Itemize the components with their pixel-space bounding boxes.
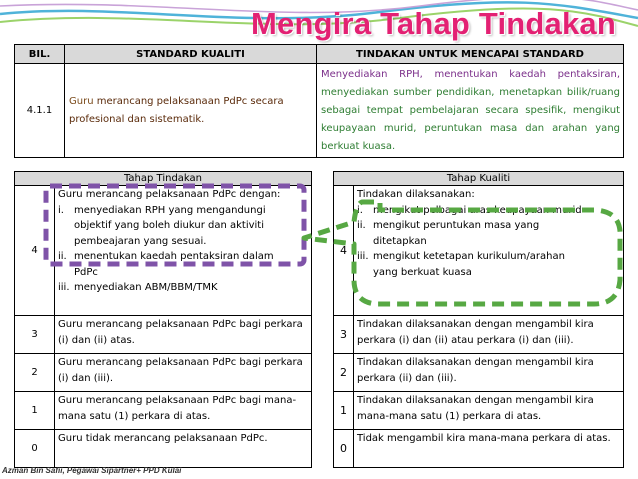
level-description: Tindakan dilaksanakan dengan mengambil kira perkara (i) dan (ii) atau perkara (i) dan (iii). [354, 316, 624, 354]
level-label: 2 [334, 354, 354, 392]
level-description [55, 186, 312, 316]
tindakan-text [317, 64, 624, 158]
standard-table-header [15, 45, 624, 64]
tahap-tindakan-table [14, 171, 312, 468]
table-row [15, 316, 312, 354]
item-text: pembeajaran yang sesuai. [74, 235, 207, 247]
page-title: Mengira Tahap Tindakan [251, 6, 616, 41]
item-number: i. [357, 204, 363, 216]
level-description [354, 186, 624, 316]
table-row [334, 392, 624, 430]
level-label: 1 [15, 392, 55, 430]
level-label: 0 [334, 430, 354, 468]
item-number: ii. [357, 220, 366, 231]
item-text: yang berkuat kuasa [373, 266, 472, 278]
level-label: 4 [15, 186, 55, 316]
table-row [334, 316, 624, 354]
tahap-kualiti-header: Tahap Kualiti [334, 172, 624, 186]
level-description: Tindakan dilaksanakan dengan mengambil kira perkara (ii) dan (iii). [354, 354, 624, 392]
bil-value: 4.1.1 [15, 64, 65, 158]
table-row [15, 392, 312, 430]
header-tindakan: TINDAKAN UNTUK MENCAPAI STANDARD [317, 45, 624, 64]
item-text: mengikut peruntukan masa yang [373, 220, 540, 231]
header-bil: BIL. [15, 45, 65, 64]
level-label: 3 [334, 316, 354, 354]
standard-rest: merancang pelaksanaan PdPc secara profesional dan sistematik. [69, 95, 284, 125]
level-label: 2 [15, 354, 55, 392]
table-row [334, 430, 624, 468]
item-number: ii. [58, 251, 67, 262]
level-description: Guru tidak merancang pelaksanaan PdPc. [55, 430, 312, 468]
table-row [334, 186, 624, 316]
item-text: menyediakan ABM/BBM/TMK [74, 282, 218, 293]
item-text: PdPc [74, 266, 98, 278]
item-text: ditetapkan [373, 235, 427, 247]
header-standard-kualiti: STANDARD KUALITI [65, 45, 317, 64]
table-row [334, 354, 624, 392]
table-row [15, 186, 312, 316]
level-label: 3 [15, 316, 55, 354]
row4-intro: Tindakan dilaksanakan: [357, 189, 475, 200]
table-row [15, 430, 312, 468]
level-label: 1 [334, 392, 354, 430]
item-text: menentukan kaedah pentaksiran dalam [74, 251, 274, 262]
tahap-kualiti-table [333, 171, 624, 468]
standard-kualiti-text [65, 64, 317, 158]
level-description: Tindakan dilaksanakan dengan mengambil kira mana-mana satu (1) perkara di atas. [354, 392, 624, 430]
item-text: objektif yang boleh diukur dan aktiviti [74, 220, 264, 231]
tahap-tindakan-header: Tahap Tindakan [15, 172, 312, 186]
standard-table [14, 44, 624, 158]
tindakan-part-b: menyediakan sumber pendidikan, menetapkan bilik/ruang sebagai tempat pembelajaran secara spesifik, mengikut keupayaan murid, peruntukan masa dan arahan yang berkuat kuasa. [321, 86, 620, 152]
level-description: Guru merancang pelaksanaan PdPc bagi perkara (i) dan (ii) atas. [55, 316, 312, 354]
level-label: 4 [334, 186, 354, 316]
item-text: mengikut pelbagai aras keupayaan murid [373, 204, 582, 216]
item-number: iii. [357, 251, 369, 262]
level-label: 0 [15, 430, 55, 468]
item-number: iii. [58, 282, 70, 293]
standard-guru: Guru [69, 95, 94, 107]
footer-credit: Azman Bin Safii, Pegawai Sipartner+ PPD Kulai [2, 466, 182, 475]
level-description: Tidak mengambil kira mana-mana perkara di atas. [354, 430, 624, 468]
item-number: i. [58, 204, 64, 216]
standard-table-row [15, 64, 624, 158]
item-text: mengikut ketetapan kurikulum/arahan [373, 251, 565, 262]
table-row [15, 354, 312, 392]
row4-intro: Guru merancang pelaksanaan PdPc dengan: [58, 189, 281, 200]
level-description: Guru merancang pelaksanaan PdPc bagi perkara (i) dan (iii). [55, 354, 312, 392]
tindakan-part-a: Menyediakan RPH, menentukan kaedah pentaksiran, [321, 68, 620, 80]
level-description: Guru merancang pelaksanaan PdPc bagi mana-mana satu (1) perkara di atas. [55, 392, 312, 430]
item-text: menyediakan RPH yang mengandungi [74, 204, 266, 216]
